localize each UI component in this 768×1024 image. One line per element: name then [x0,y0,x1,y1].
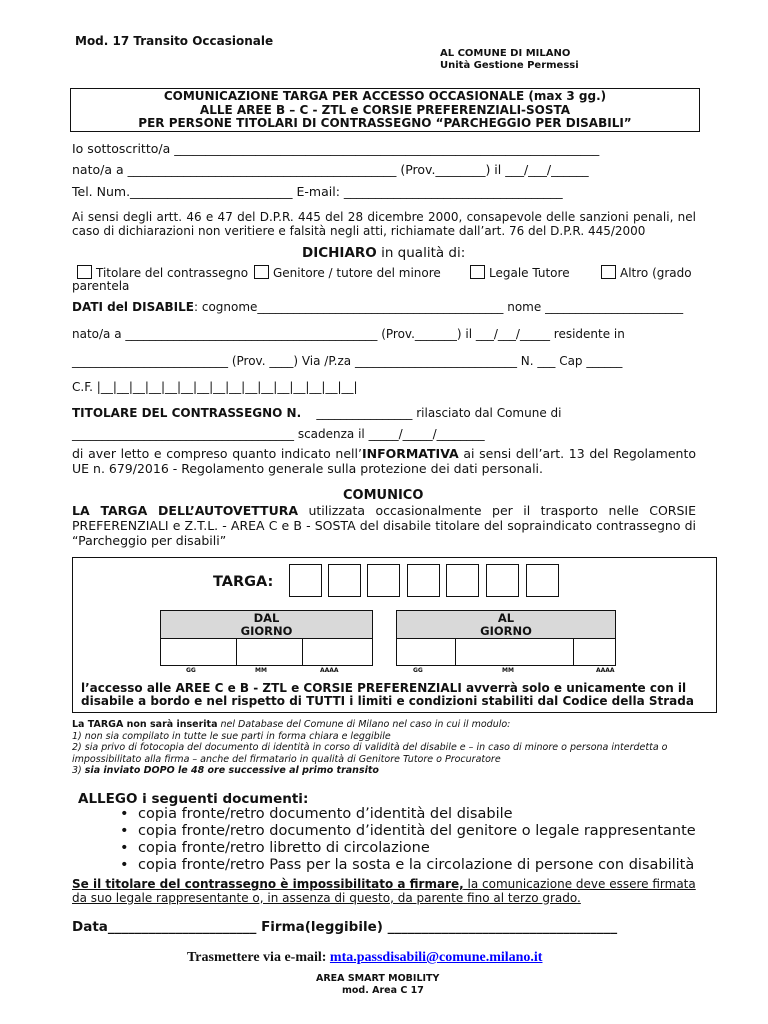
allego-item-label: copia fronte/retro libretto di circolazione [138,840,430,856]
allego-item-label: copia fronte/retro documento d’identità del disabile [138,806,513,822]
targa-label: TARGA: [213,574,274,590]
email-instruction [187,950,542,966]
giorno-label: GIORNO [480,624,532,638]
allego-item: • copia fronte/retro documento d’identità del genitore o legale rappresentante [120,823,696,839]
comunico-bold: LA TARGA DELL’AUTOVETTURA [72,503,299,518]
form-code: Mod. 17 Transito Occasionale [75,34,274,48]
nota-rest: nel Database del Comune di Milano nel caso in cui il modulo: [217,719,511,730]
titolare-rest: ________________ rilasciato dal Comune di [316,406,562,420]
nota-item2: 2) sia privo di fotocopia del documento di identità in corso di validità del disabile e – in caso di minore o persona interdetta o impossibilitato alla firma – anche del firmatario in qualità di Genitore Tutore o Procuratore [72,742,668,765]
disabile-name-field[interactable] [72,300,683,314]
disabile-label: DATI del DISABILE [72,300,194,314]
altro-continuation: parentela [72,279,130,293]
allego-item: • copia fronte/retro documento d’identità del disabile [120,806,513,822]
plate-char-box[interactable] [367,564,400,597]
firma-note-bold: Se il titolare del contrassegno è impossibilitato a firmare, [72,877,464,891]
plate-char-box[interactable] [446,564,479,597]
divider [455,639,456,665]
checkbox[interactable] [601,265,616,279]
plate-char-box[interactable] [328,564,361,597]
dal-label: DAL [253,611,280,625]
informativa-bold: INFORMATIVA [361,446,459,461]
allego-heading: ALLEGO i seguenti documenti: [78,791,309,807]
allego-item-label: copia fronte/retro documento d’identità del genitore o legale rappresentante [138,823,696,839]
gg-caption: GG [413,667,423,674]
recipient-line2: Unità Gestione Permessi [440,60,579,71]
comunico-text [72,503,696,548]
allego-item: • copia fronte/retro libretto di circolazione [120,840,430,856]
firma-note [72,878,696,905]
contrassegno-field[interactable] [72,406,561,420]
dal-giorno-box [160,610,373,666]
aaaa-caption: AAAA [596,667,615,674]
disabile-name-rest: : cognome_________________________________________ nome _______________________ [193,300,684,314]
dichiaro-heading [302,245,465,261]
dichiaro-rest: in qualità di: [376,245,466,261]
tel-email-field[interactable]: Tel. Num.__________________________ E-mail: ___________________________________ [72,184,563,199]
allego-item: • copia fronte/retro Pass per la sosta e la circolazione di persone con disabilità [120,857,695,873]
disabile-birth-field[interactable]: nato/a a __________________________________________ (Prov._______) il ___/___/_____ residente in [72,327,625,341]
comunico-heading: COMUNICO [343,488,424,503]
dal-header [161,611,372,639]
option-label: Genitore / tutore del minore [273,266,441,280]
nota-block [72,719,702,777]
nota-bold: La TARGA non sarà inserita [72,719,218,730]
scadenza-field[interactable]: _____________________________________ scadenza il _____/_____/________ [72,427,485,441]
email-link[interactable]: mta.passdisabili@comune.milano.it [329,950,543,965]
codice-fiscale-field[interactable]: C.F. |__|__|__|__|__|__|__|__|__|__|__|__|__|__|__|__| [72,380,358,394]
option-label: Titolare del contrassegno [96,266,249,280]
informativa-pre: di aver letto e compreso quanto indicato nell’ [72,446,362,461]
mm-caption: MM [502,667,514,674]
nota-item1: 1) non sia compilato in tutte le sue parti in forma chiara e leggibile [72,730,391,742]
trasmettere-label: Trasmettere via e-mail: [187,950,330,965]
footer-area: AREA SMART MOBILITY [316,973,440,984]
al-header [397,611,615,639]
title-line1: COMUNICAZIONE TARGA PER ACCESSO OCCASIONALE (max 3 gg.) [163,89,607,103]
nato-field[interactable]: nato/a a ___________________________________________ (Prov.________) il ___/___/______ [72,162,589,177]
al-label: AL [497,611,515,625]
divider [302,639,303,665]
comunico-rest: utilizzata occasionalmente per il trasporto nelle CORSIE PREFERENZIALI e Z.T.L. - AREA C e B - SOSTA del disabile titolare del sopraindicato contrassegno di “Parcheggio per disabili” [72,503,696,548]
disabile-address-field[interactable]: __________________________ (Prov. ____) Via /P.za ___________________________ N. ___ Cap ______ [72,354,623,368]
footer-mod: mod. Area C 17 [342,985,424,996]
option-genitore[interactable] [254,265,441,280]
firma-note-rest: la comunicazione deve essere firmata da suo legale rappresentante o, in assenza di questo, da parente fino al terzo grado. [72,877,696,905]
divider [236,639,237,665]
option-altro[interactable] [601,265,692,280]
sottoscritto-field[interactable]: Io sottoscritto/a ____________________________________________________________________ [72,141,600,156]
titolare-label: TITOLARE DEL CONTRASSEGNO N. [72,406,302,420]
title-line3: PER PERSONE TITOLARI DI CONTRASSEGNO “PARCHEGGIO PER DISABILI” [138,116,632,130]
al-giorno-box [396,610,616,666]
recipient-line1: AL COMUNE DI MILANO [440,48,571,59]
nota-item3-num: 3) [72,765,85,776]
option-label: Altro (grado [620,266,692,280]
form-title-box [70,88,700,132]
checkbox[interactable] [77,265,92,279]
divider [573,639,574,665]
plate-char-box[interactable] [486,564,519,597]
option-label: Legale Tutore [489,266,570,280]
data-firma-line[interactable]: Data______________________ Firma(leggibile) __________________________________ [72,919,618,935]
access-notice: l’accesso alle AREE C e B - ZTL e CORSIE PREFERENZIALI avverrà solo e unicamente con il disabile a bordo e nel rispetto di TUTTI i limiti e condizioni stabiliti dal Codice della Strada [81,681,694,708]
informativa-statement [72,447,696,476]
plate-char-box[interactable] [526,564,559,597]
mm-caption: MM [255,667,267,674]
option-titolare[interactable] [77,265,248,280]
option-legale[interactable] [470,265,570,280]
checkbox[interactable] [254,265,269,279]
allego-item-label: copia fronte/retro Pass per la sosta e la circolazione di persone con disabilità [138,857,695,873]
title-line2: ALLE AREE B – C - ZTL e CORSIE PREFERENZIALI-SOSTA [199,102,571,117]
giorno-label: GIORNO [240,624,293,638]
checkbox[interactable] [470,265,485,279]
nota-item3 [72,765,702,777]
nota-intro [72,719,702,731]
nota-item3-bold: sia inviato DOPO le 48 ore successive al primo transito [84,765,379,776]
plate-char-box[interactable] [289,564,322,597]
dpr-statement: Ai sensi degli artt. 46 e 47 del D.P.R. 445 del 28 dicembre 2000, consapevole delle sanzioni penali, nel caso di dichiarazioni non veritiere e falsità negli atti, richiamate dall’art. 76 del D.P.R. 445/2000 [72,210,696,238]
informativa-post: ai sensi dell’art. 13 del Regolamento UE n. 679/2016 - Regolamento generale sulla protezione dei dati personali. [72,446,696,476]
aaaa-caption: AAAA [320,667,339,674]
plate-char-box[interactable] [407,564,440,597]
dichiaro-bold: DICHIARO [302,245,377,261]
gg-caption: GG [186,667,196,674]
